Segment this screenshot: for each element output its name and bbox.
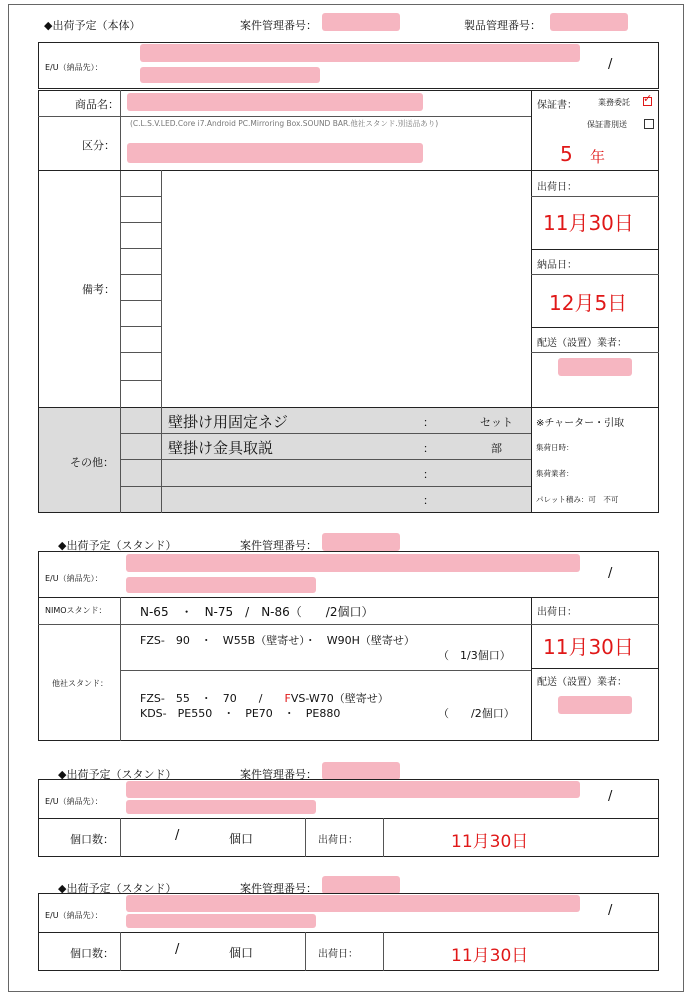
section4-pieces-label: 個口数：: [70, 947, 114, 960]
section4-pieces-slash: /: [175, 942, 180, 957]
warranty-option-separate: 保証書別送: [587, 120, 627, 129]
case-no-label: 案件管理番号：: [240, 19, 317, 32]
delivery-date-label: 納品日：: [537, 260, 577, 271]
section3-pieces-slash: /: [175, 828, 180, 843]
others-label: その他：: [70, 456, 114, 469]
redacted-section3-eu-line1: [126, 781, 580, 798]
warranty-label: 保証書：: [537, 100, 577, 111]
remarks-label: 備考：: [82, 283, 115, 296]
others-colon-4: ：: [423, 494, 434, 507]
eu-label: E/U（納品先）：: [45, 63, 103, 72]
section4-eu-label: E/U（納品先）：: [45, 911, 103, 920]
warranty-option-outsourcing: 業務委託: [598, 98, 630, 107]
charter-pickup-carrier: 集荷業者：: [536, 469, 574, 478]
section2-carrier-label: 配送（設置）業者：: [537, 677, 627, 688]
section3-eu-label: E/U（納品先）：: [45, 797, 103, 806]
redacted-section3-eu-line2: [126, 800, 316, 814]
carrier-label: 配送（設置）業者：: [537, 338, 627, 349]
redacted-section4-eu-line2: [126, 914, 316, 928]
ship-date-label: 出荷日：: [537, 182, 577, 193]
nimo-stand-value: N-65 ・ N-75 / N-86（ /2個口）: [140, 605, 374, 619]
charter-pickup-datetime: 集荷日時：: [536, 443, 574, 452]
eu-slash: /: [608, 57, 613, 72]
section4-ship-date-value: 11月30日: [451, 946, 529, 966]
kds-line: KDS- PE550 ・ PE70 ・ PE880: [140, 707, 341, 720]
checkmark-icon: ✓: [643, 92, 653, 105]
section4-eu-slash: /: [608, 903, 613, 918]
kds-qty: （ /2個口）: [438, 707, 515, 720]
redacted-product-no: [550, 13, 628, 31]
redacted-eu-line1: [140, 44, 580, 62]
redacted-case-no: [322, 13, 400, 31]
redacted-section2-carrier: [558, 696, 632, 714]
charter-pallet: パレット積み：可 不可: [536, 495, 619, 504]
section2-eu-slash: /: [608, 566, 613, 581]
section1-title: ◆出荷予定（本体）: [44, 19, 141, 32]
others-unit-2: 部: [491, 442, 502, 455]
fzs-line-1-qty: （ 1/3個口）: [438, 649, 511, 662]
section2-title: ◆出荷予定（スタンド）: [58, 539, 177, 552]
section4-case-no-label: 案件管理番号：: [240, 882, 317, 895]
section4-ship-date-label: 出荷日：: [318, 949, 358, 960]
product-no-label: 製品管理番号：: [464, 19, 541, 32]
others-colon-1: ：: [423, 416, 434, 429]
section3-ship-date-label: 出荷日：: [318, 835, 358, 846]
section3-eu-slash: /: [608, 789, 613, 804]
section2-case-no-label: 案件管理番号：: [240, 539, 317, 552]
redacted-section3-case-no: [322, 762, 400, 780]
others-colon-3: ：: [423, 468, 434, 481]
section2-eu-label: E/U（納品先）：: [45, 574, 103, 583]
warranty-year-unit: 年: [590, 148, 606, 166]
warranty-separate-checkbox[interactable]: [644, 119, 654, 129]
category-hint: (C.L.S.V.LED.Core i7.Android PC.Mirroring Box.SOUND BAR.他社スタンド.別送品あり): [130, 119, 439, 128]
fzs-line-2: FZS- 55 ・ 70 / FVS-W70（壁寄せ）: [140, 692, 389, 705]
redacted-product-name: [127, 93, 423, 111]
section3-pieces-unit: 個口: [229, 832, 254, 846]
section3-case-no-label: 案件管理番号：: [240, 768, 317, 781]
redacted-section2-case-no: [322, 533, 400, 551]
section3-ship-date-value: 11月30日: [451, 832, 529, 852]
others-unit-1: セット: [480, 416, 513, 429]
delivery-date-value: 12月5日: [549, 291, 628, 315]
section3-pieces-label: 個口数：: [70, 833, 114, 846]
ship-date-value: 11月30日: [543, 211, 634, 235]
section3-title: ◆出荷予定（スタンド）: [58, 768, 177, 781]
redacted-carrier: [558, 358, 632, 376]
redacted-eu-line2: [140, 67, 320, 83]
section2-ship-date-value: 11月30日: [543, 635, 634, 659]
category-label: 区分：: [82, 139, 115, 152]
warranty-years: 5: [560, 142, 573, 166]
redacted-section4-eu-line1: [126, 895, 580, 912]
nimo-stand-label: NIMOスタンド：: [45, 606, 107, 615]
redacted-section2-eu-line2: [126, 577, 316, 593]
redacted-category: [127, 143, 423, 163]
section2-ship-date-label: 出荷日：: [537, 607, 577, 618]
fzs-line-1: FZS- 90 ・ W55B（壁寄せ）・ W90H（壁寄せ）: [140, 634, 415, 647]
others-item-2: 壁掛け金具取説: [168, 439, 274, 457]
product-name-label: 商品名：: [75, 98, 119, 111]
redacted-section4-case-no: [322, 876, 400, 894]
others-colon-2: ：: [423, 442, 434, 455]
charter-title: ※チャーター・引取: [536, 418, 625, 429]
redacted-section2-eu-line1: [126, 554, 580, 572]
section4-pieces-unit: 個口: [229, 946, 254, 960]
section4-title: ◆出荷予定（スタンド）: [58, 882, 177, 895]
others-item-1: 壁掛け用固定ネジ: [168, 413, 289, 431]
other-stand-label: 他社スタンド：: [52, 679, 108, 688]
